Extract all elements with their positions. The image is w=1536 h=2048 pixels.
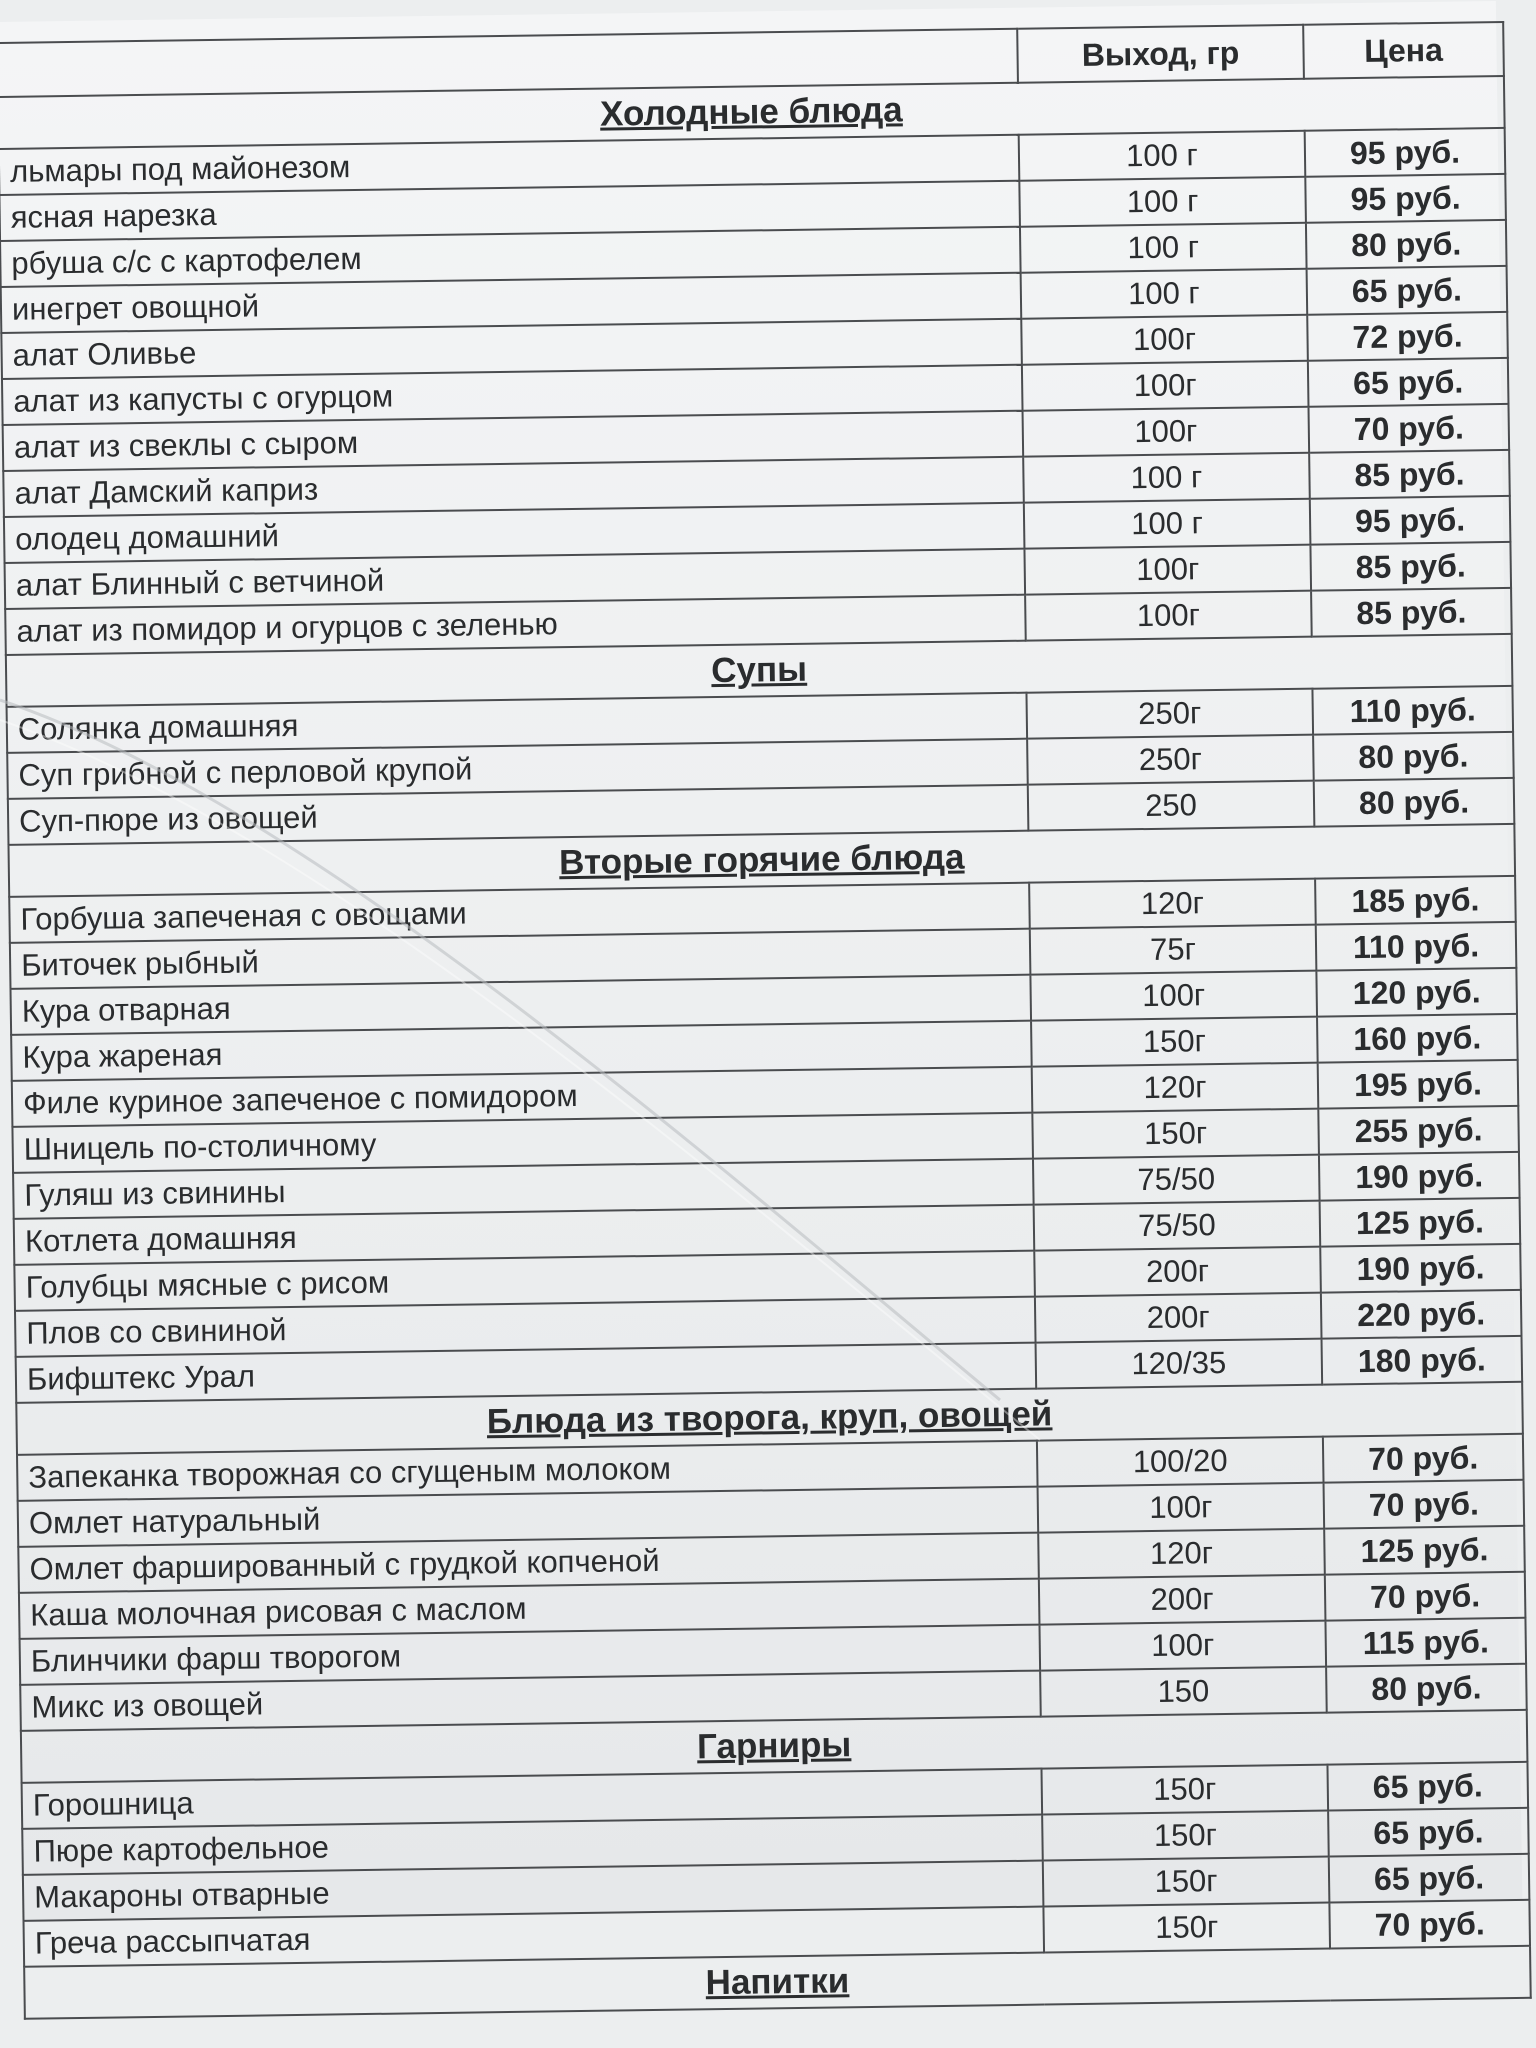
menu-item-name: Блинчики фарш творогом	[20, 1625, 1041, 1685]
menu-table	[0, 21, 1532, 2020]
menu-item-name: Гуляш из свинины	[13, 1159, 1034, 1219]
menu-item-price: 95 руб.	[1310, 496, 1511, 545]
menu-sheet	[0, 1, 1522, 2003]
menu-item-price: 70 руб.	[1308, 404, 1509, 453]
menu-item-weight: 120г	[1038, 1529, 1325, 1579]
menu-item-weight: 100г	[1022, 361, 1309, 411]
menu-item-price: 120 руб.	[1316, 968, 1517, 1017]
menu-item-price: 65 руб.	[1307, 266, 1508, 315]
menu-item-price: 125 руб.	[1320, 1198, 1521, 1247]
header-price: Цена	[1303, 22, 1504, 79]
menu-item-name: Солянка домашняя	[7, 693, 1028, 753]
menu-item-price: 65 руб.	[1308, 358, 1509, 407]
menu-item-name: Микс из овощей	[20, 1671, 1041, 1731]
section-title: Холодные блюда	[599, 90, 903, 134]
menu-item-price: 70 руб.	[1329, 1900, 1530, 1949]
menu-item-price: 115 руб.	[1325, 1618, 1526, 1667]
menu-item-weight: 100 г	[1023, 453, 1310, 503]
menu-item-price: 70 руб.	[1325, 1572, 1526, 1621]
menu-item-weight: 150г	[1042, 1811, 1329, 1861]
menu-item-weight: 100г	[1025, 591, 1312, 641]
menu-item-name: Котлета домашняя	[14, 1205, 1035, 1265]
menu-item-name: алат из помидор и огурцов с зеленью	[5, 595, 1026, 655]
menu-item-name: Горбуша запеченая с овощами	[9, 883, 1030, 943]
menu-item-price: 72 руб.	[1307, 312, 1508, 361]
menu-item-name: Биточек рыбный	[10, 929, 1031, 989]
menu-item-name: ясная нарезка	[0, 181, 1020, 241]
menu-item-name: алат Дамский каприз	[3, 457, 1024, 517]
menu-item-name: Голубцы мясные с рисом	[14, 1251, 1035, 1311]
menu-item-name: Шницель по-столичному	[12, 1113, 1033, 1173]
menu-item-name: Каша молочная рисовая с маслом	[19, 1579, 1040, 1639]
menu-item-weight: 100г	[1021, 315, 1308, 365]
menu-item-weight: 150г	[1031, 1017, 1318, 1067]
menu-item-weight: 150г	[1041, 1765, 1328, 1815]
menu-item-weight: 120г	[1029, 879, 1316, 929]
menu-item-name: Горошница	[22, 1769, 1043, 1829]
menu-item-name: льмары под майонезом	[0, 135, 1019, 195]
menu-item-weight: 75г	[1030, 925, 1317, 975]
menu-item-price: 125 руб.	[1324, 1526, 1525, 1575]
menu-item-weight: 100 г	[1020, 223, 1307, 273]
menu-item-price: 80 руб.	[1306, 220, 1507, 269]
menu-item-weight: 100/20	[1037, 1437, 1324, 1487]
menu-item-name: Суп грибной с перловой крупой	[7, 739, 1028, 799]
menu-item-weight: 150г	[1043, 1903, 1330, 1953]
menu-item-name: Плов со свининой	[15, 1297, 1036, 1357]
section-title: Супы	[710, 649, 808, 691]
menu-item-price: 70 руб.	[1324, 1480, 1525, 1529]
menu-item-name: алат из капусты с огурцом	[2, 365, 1023, 425]
menu-item-price: 110 руб.	[1312, 686, 1513, 735]
menu-item-weight: 200г	[1035, 1293, 1322, 1343]
menu-item-price: 65 руб.	[1327, 1762, 1528, 1811]
section-title: Вторые горячие блюда	[558, 837, 965, 883]
section-title: Гарниры	[696, 1725, 852, 1767]
menu-item-name: Бифштекс Урал	[16, 1343, 1037, 1403]
menu-item-weight: 250г	[1026, 689, 1313, 739]
menu-item-weight: 100г	[1038, 1483, 1325, 1533]
menu-item-price: 195 руб.	[1318, 1060, 1519, 1109]
menu-item-price: 80 руб.	[1313, 732, 1514, 781]
menu-item-price: 85 руб.	[1310, 542, 1511, 591]
menu-item-name: Запеканка творожная со сгущеным молоком	[17, 1441, 1038, 1501]
menu-item-price: 65 руб.	[1329, 1854, 1530, 1903]
menu-item-price: 255 руб.	[1318, 1106, 1519, 1155]
menu-item-price: 70 руб.	[1323, 1434, 1524, 1483]
menu-item-name: Омлет натуральный	[18, 1487, 1039, 1547]
menu-item-name: Кура жареная	[11, 1021, 1032, 1081]
menu-item-weight: 100г	[1030, 971, 1317, 1021]
menu-item-weight: 150г	[1032, 1109, 1319, 1159]
menu-item-price: 80 руб.	[1314, 778, 1515, 827]
menu-item-weight: 250	[1028, 781, 1315, 831]
menu-item-name: алат из свеклы с сыром	[3, 411, 1024, 471]
menu-item-price: 80 руб.	[1326, 1664, 1527, 1713]
menu-item-name: инегрет овощной	[1, 273, 1022, 333]
menu-item-weight: 100г	[1023, 407, 1310, 457]
menu-item-name: Суп-пюре из овощей	[8, 785, 1029, 845]
menu-item-name: Макароны отварные	[23, 1861, 1044, 1921]
menu-item-price: 160 руб.	[1317, 1014, 1518, 1063]
menu-item-name: алат Блинный с ветчиной	[5, 549, 1026, 609]
menu-item-weight: 75/50	[1034, 1201, 1321, 1251]
menu-item-price: 110 руб.	[1316, 922, 1517, 971]
menu-item-weight: 120/35	[1036, 1339, 1323, 1389]
menu-item-name: Филе куриное запеченое с помидором	[12, 1067, 1033, 1127]
menu-item-weight: 75/50	[1033, 1155, 1320, 1205]
menu-item-price: 95 руб.	[1305, 174, 1506, 223]
menu-item-price: 185 руб.	[1315, 876, 1516, 925]
menu-item-price: 65 руб.	[1328, 1808, 1529, 1857]
menu-item-weight: 100 г	[1019, 177, 1306, 227]
menu-item-weight: 250г	[1027, 735, 1314, 785]
menu-item-name: олодец домашний	[4, 503, 1025, 563]
menu-item-price: 220 руб.	[1321, 1290, 1522, 1339]
menu-item-weight: 100 г	[1021, 269, 1308, 319]
header-weight: Выход, гр	[1017, 25, 1304, 83]
section-title: Блюда из творога, круп, овощей	[486, 1394, 1053, 1442]
menu-item-weight: 100г	[1024, 545, 1311, 595]
menu-item-name: Греча рассыпчатая	[24, 1907, 1045, 1967]
menu-item-price: 95 руб.	[1305, 128, 1506, 177]
menu-item-weight: 100г	[1039, 1621, 1326, 1671]
menu-item-weight: 200г	[1039, 1575, 1326, 1625]
menu-item-weight: 200г	[1034, 1247, 1321, 1297]
menu-item-price: 85 руб.	[1311, 588, 1512, 637]
menu-item-name: Омлет фаршированный с грудкой копченой	[18, 1533, 1039, 1593]
menu-item-weight: 100 г	[1024, 499, 1311, 549]
section-title: Напитки	[705, 1961, 850, 2003]
menu-item-weight: 100 г	[1019, 131, 1306, 181]
menu-item-name: Кура отварная	[11, 975, 1032, 1035]
menu-item-price: 180 руб.	[1322, 1336, 1523, 1385]
menu-item-price: 190 руб.	[1319, 1152, 1520, 1201]
menu-item-price: 85 руб.	[1309, 450, 1510, 499]
menu-item-weight: 150	[1040, 1667, 1327, 1717]
menu-item-price: 190 руб.	[1320, 1244, 1521, 1293]
menu-item-name: Пюре картофельное	[22, 1815, 1043, 1875]
menu-item-weight: 150г	[1043, 1857, 1330, 1907]
menu-item-name: алат Оливье	[1, 319, 1022, 379]
menu-item-name: рбуша с/с с картофелем	[0, 227, 1021, 287]
menu-item-weight: 120г	[1032, 1063, 1319, 1113]
